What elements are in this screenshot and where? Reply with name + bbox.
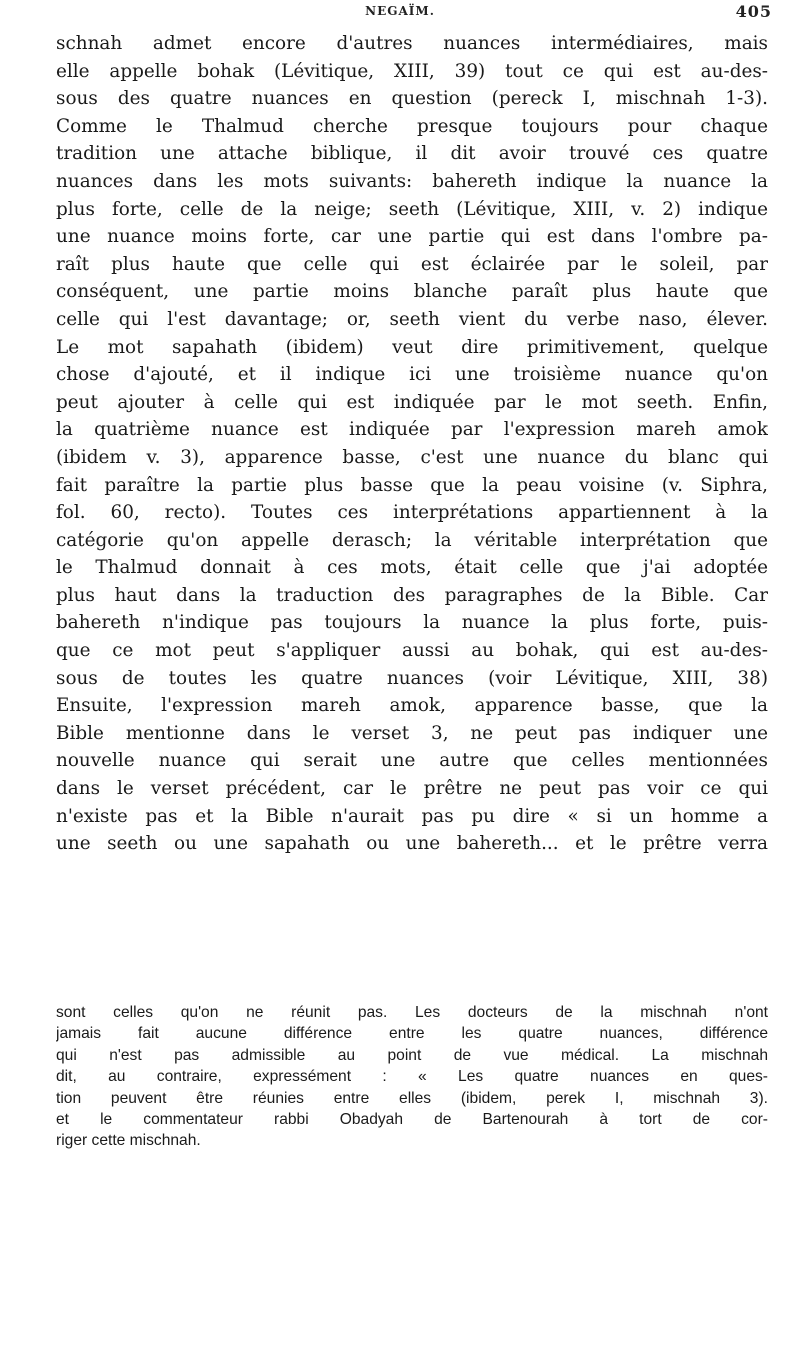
footnote-line: jamais fait aucune différence entre les quatre nuances, différence (56, 1025, 768, 1043)
text-line: sous des quatre nuances en question (pereck I, mischnah 1-3). (56, 88, 768, 110)
text-line: une seeth ou une sapahath ou une bahereth... et le prêtre verra (56, 833, 768, 855)
text-line: sous de toutes les quatre nuances (voir Lévitique, XIII, 38) (56, 667, 768, 689)
text-line: conséquent, une partie moins blanche paraît plus haute que (56, 281, 768, 303)
footnote-line: qui n'est pas admissible au point de vue médical. La mischnah (56, 1046, 768, 1064)
text-line: catégorie qu'on appelle derasch; la véritable interprétation que (56, 529, 768, 551)
text-line: celle qui l'est davantage; or, seeth vient du verbe naso, élever. (56, 308, 768, 330)
text-line: plus haut dans la traduction des paragraphes de la Bible. Car (56, 584, 768, 606)
text-line: fol. 60, recto). Toutes ces interprétations appartiennent à la (56, 502, 768, 524)
text-line: une nuance moins forte, car une partie qui est dans l'ombre pa- (56, 226, 768, 248)
text-line: Ensuite, l'expression mareh amok, apparence basse, que la (56, 695, 768, 717)
footnote-line: sont celles qu'on ne réunit pas. Les docteurs de la mischnah n'ont (56, 1004, 768, 1021)
page-number: 405 (735, 2, 772, 21)
text-line: (ibidem v. 3), apparence basse, c'est une nuance du blanc qui (56, 446, 768, 468)
footnote-line: dit, au contraire, expressément : « Les quatre nuances en ques- (56, 1068, 768, 1086)
text-line: peut ajouter à celle qui est indiquée par le mot seeth. Enfin, (56, 391, 768, 413)
main-text (56, 30, 768, 858)
text-line: fait paraître la partie plus basse que la peau voisine (v. Siphra, (56, 474, 768, 496)
footnote-line: riger cette mischnah. (56, 1132, 201, 1150)
text-line: elle appelle bohak (Lévitique, XIII, 39) tout ce qui est au-des- (56, 60, 768, 82)
text-line: le Thalmud donnait à ces mots, était celle que j'ai adoptée (56, 557, 768, 579)
text-line: Le mot sapahath (ibidem) veut dire primitivement, quelque (56, 336, 768, 358)
text-line: tradition une attache biblique, il dit avoir trouvé ces quatre (56, 143, 768, 165)
text-line: dans le verset précédent, car le prêtre ne peut pas voir ce qui (56, 778, 768, 800)
text-line: nouvelle nuance qui serait une autre que celles mentionnées (56, 750, 768, 772)
text-line: plus forte, celle de la neige; seeth (Lévitique, XIII, v. 2) indique (56, 198, 768, 220)
footnote-line: et le commentateur rabbi Obadyah de Bartenourah à tort de cor- (56, 1111, 768, 1129)
text-line: que ce mot peut s'appliquer aussi au bohak, qui est au-des- (56, 640, 768, 662)
footnote-line: tion peuvent être réunies entre elles (ibidem, perek I, mischnah 3). (56, 1089, 768, 1107)
text-line: bahereth n'indique pas toujours la nuance la plus forte, puis- (56, 612, 768, 634)
text-line: chose d'ajouté, et il indique ici une troisième nuance qu'on (56, 364, 768, 386)
text-line: Comme le Thalmud cherche presque toujours pour chaque (56, 115, 768, 137)
text-line: nuances dans les mots suivants: bahereth indique la nuance la (56, 170, 768, 192)
text-line: raît plus haute que celle qui est éclairée par le soleil, par (56, 253, 768, 275)
text-line: la quatrième nuance est indiquée par l'expression mareh amok (56, 419, 768, 441)
running-header (24, 4, 776, 28)
text-line: n'existe pas et la Bible n'aurait pas pu dire « si un homme a (56, 805, 768, 827)
footnote (56, 1002, 768, 1152)
running-title: NEGAÏM. (365, 4, 435, 18)
text-line: Bible mentionne dans le verset 3, ne peut pas indiquer une (56, 722, 768, 744)
text-line: schnah admet encore d'autres nuances intermédiaires, mais (56, 33, 768, 54)
